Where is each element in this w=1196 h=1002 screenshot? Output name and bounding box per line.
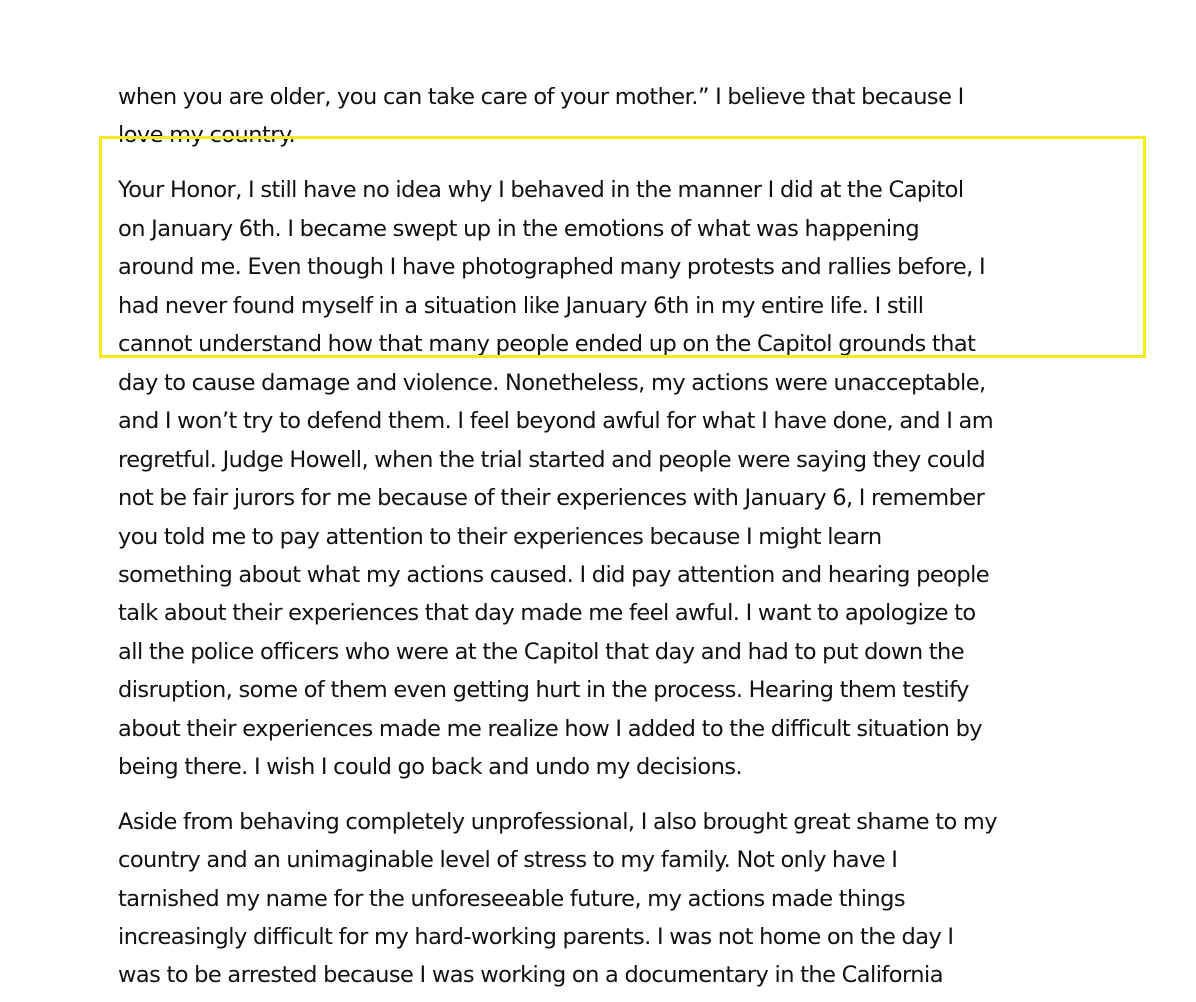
text-line: when you are older, you can take care of your mother.” I believe that because I [118, 84, 964, 110]
text-line: and I won’t try to defend them. I feel beyond awful for what I have done, and I am [118, 408, 994, 434]
text-line: not be fair jurors for me because of their experiences with January 6, I remember [118, 485, 985, 511]
text-line: about their experiences made me realize how I added to the difficult situation by [118, 716, 983, 742]
text-line: around me. Even though I have photographed many protests and rallies before, I [118, 254, 986, 280]
text-line: country and an unimaginable level of stress to my family. Not only have I [118, 847, 898, 873]
text-line: regretful. Judge Howell, when the trial started and people were saying they could [118, 447, 986, 473]
text-line: disruption, some of them even getting hurt in the process. Hearing them testify [118, 677, 969, 703]
text-line: being there. I wish I could go back and undo my decisions. [118, 754, 743, 780]
text-line: talk about their experiences that day made me feel awful. I want to apologize to [118, 600, 976, 626]
text-line: increasingly difficult for my hard-working parents. I was not home on the day I [118, 924, 954, 950]
text-line: was to be arrested because I was working on a documentary in the California [118, 962, 943, 988]
text-line: had never found myself in a situation like January 6th in my entire life. I still [118, 293, 924, 319]
text-line: Aside from behaving completely unprofessional, I also brought great shame to my [118, 809, 998, 835]
text-line: day to cause damage and violence. Nonetheless, my actions were unacceptable, [118, 370, 986, 396]
text-line: all the police officers who were at the Capitol that day and had to put down the [118, 639, 965, 665]
text-line: something about what my actions caused. I did pay attention and hearing people [118, 562, 990, 588]
text-line: you told me to pay attention to their experiences because I might learn [118, 524, 882, 550]
text-line: on January 6th. I became swept up in the emotions of what was happening [118, 216, 920, 242]
text-line: tarnished my name for the unforeseeable future, my actions made things [118, 886, 906, 912]
text-line: cannot understand how that many people ended up on the Capitol grounds that [118, 331, 976, 357]
highlight-box [99, 136, 1146, 358]
text-line: love my country. [118, 122, 296, 148]
text-line: Your Honor, I still have no idea why I behaved in the manner I did at the Capitol [118, 177, 964, 203]
